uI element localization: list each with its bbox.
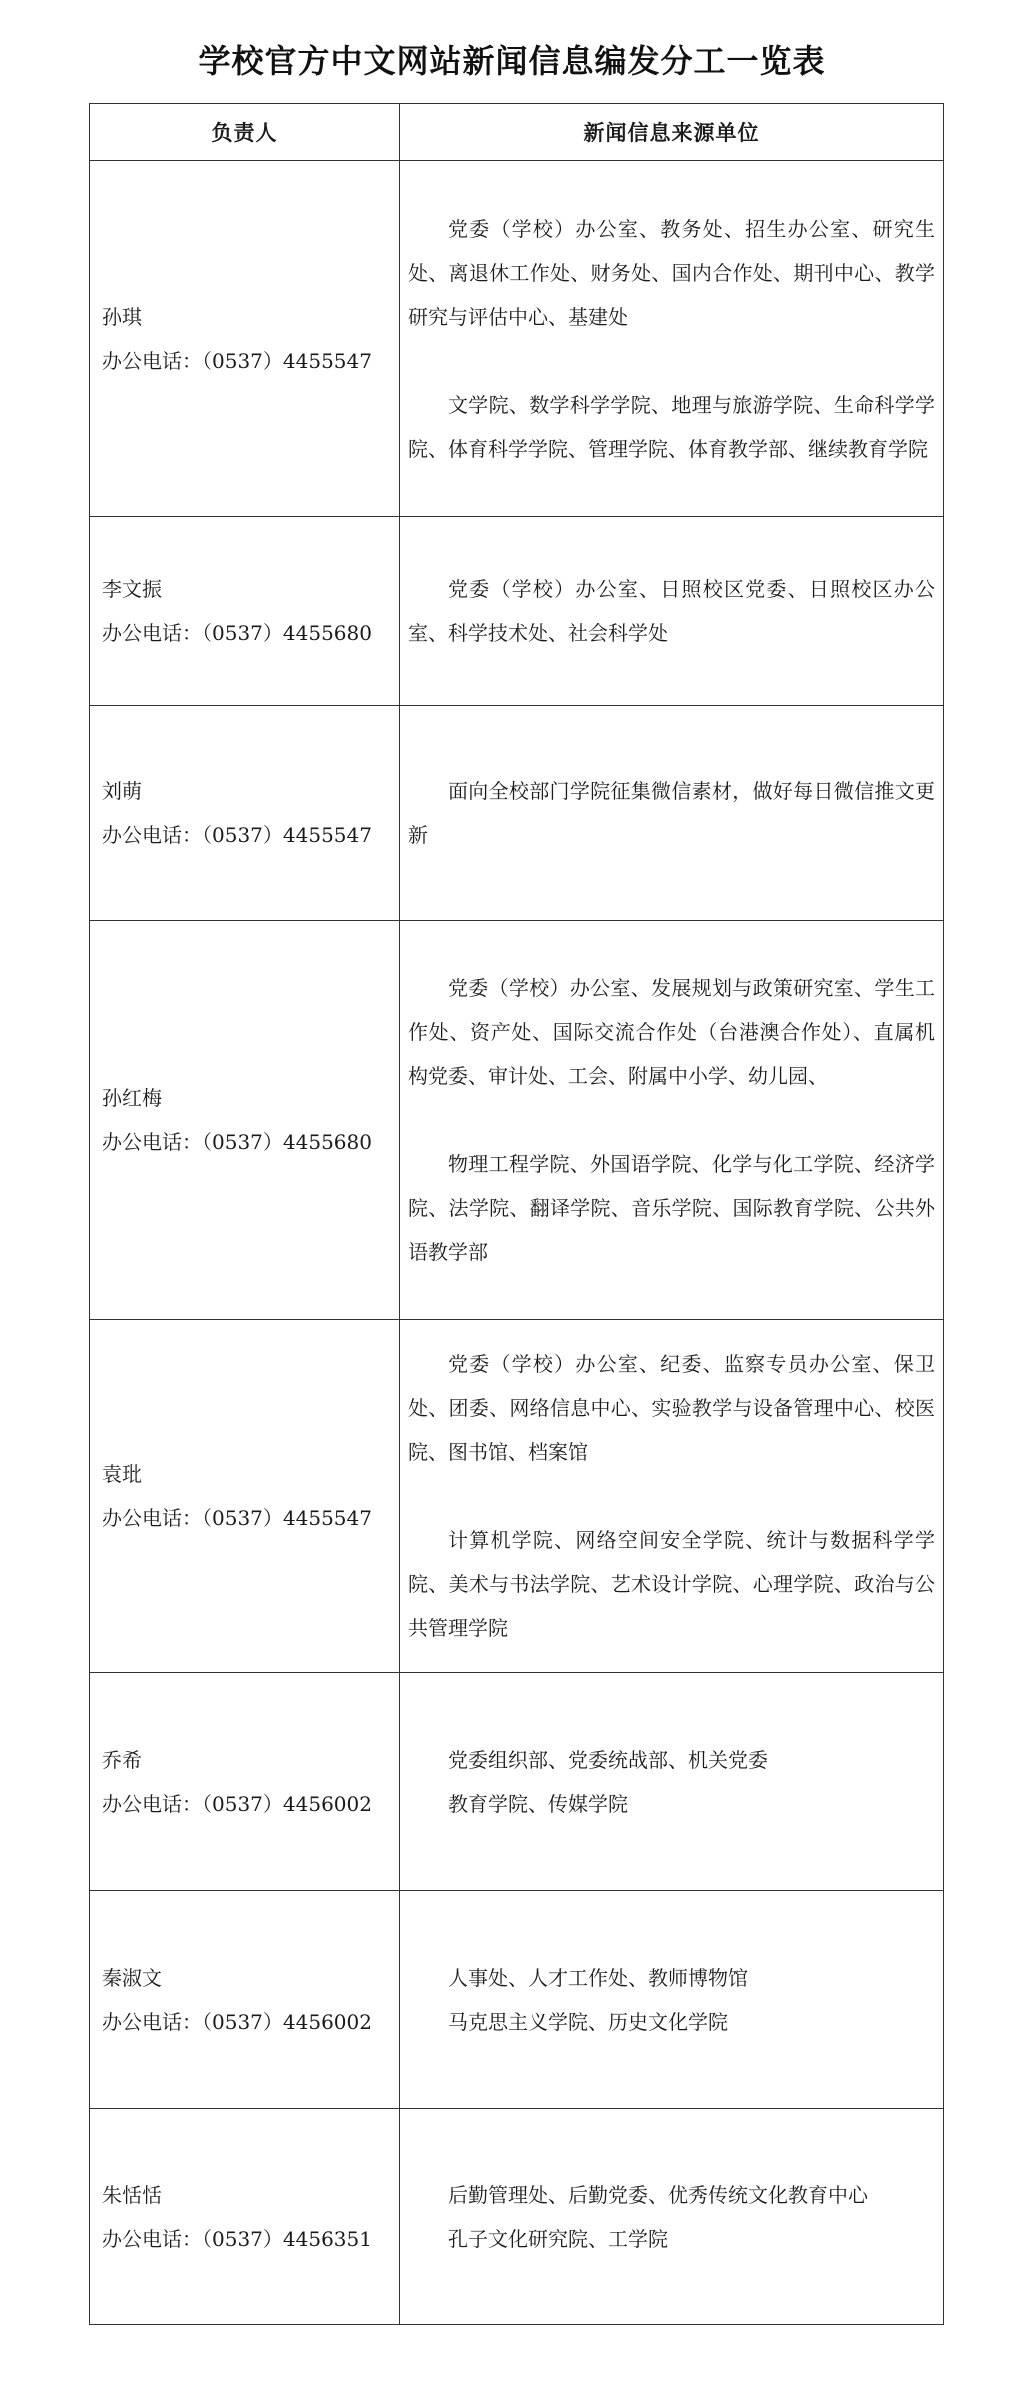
person-cell	[90, 921, 400, 1320]
person-phone: 办公电话：（0537）4455547	[102, 1506, 372, 1530]
person-cell	[90, 1673, 400, 1891]
units-cell	[400, 921, 944, 1320]
person-phone: 办公电话：（0537）4455547	[102, 823, 372, 847]
person-name: 李文振	[102, 577, 162, 601]
table-row	[90, 2109, 944, 2325]
units-paragraph: 党委（学校）办公室、纪委、监察专员办公室、保卫处、团委、网络信息中心、实验教学与设备管理中心、校医院、图书馆、档案馆	[408, 1352, 935, 1464]
units-paragraph: 后勤管理处、后勤党委、优秀传统文化教育中心	[448, 2182, 868, 2207]
person-name: 孙红梅	[102, 1086, 162, 1110]
person-cell	[90, 1320, 400, 1673]
person-name: 刘萌	[102, 779, 142, 803]
units-paragraph: 文学院、数学科学学院、地理与旅游学院、生命科学学院、体育科学学院、管理学院、体育教学部、继续教育学院	[408, 392, 935, 461]
person-cell	[90, 1891, 400, 2109]
person-name: 朱恬恬	[102, 2182, 162, 2207]
units-cell	[400, 161, 944, 517]
person-name: 孙琪	[102, 304, 142, 329]
units-paragraph: 党委（学校）办公室、教务处、招生办公室、研究生处、离退休工作处、财务处、国内合作处、期刊中心、教学研究与评估中心、基建处	[408, 216, 935, 329]
units-paragraph: 人事处、人才工作处、教师博物馆	[448, 1965, 748, 1990]
units-paragraph: 党委（学校）办公室、日照校区党委、日照校区办公室、科学技术处、社会科学处	[408, 577, 935, 645]
units-paragraph: 教育学院、传媒学院	[448, 1791, 628, 1816]
person-cell	[90, 517, 400, 706]
person-phone: 办公电话：（0537）4456002	[102, 2009, 372, 2034]
person-phone: 办公电话：（0537）4456351	[102, 2226, 372, 2251]
table-row	[90, 706, 944, 921]
person-name: 袁玭	[102, 1462, 142, 1486]
person-phone: 办公电话：（0537）4455680	[102, 1130, 372, 1154]
units-paragraph: 面向全校部门学院征集微信素材，做好每日微信推文更新	[408, 779, 935, 847]
units-paragraph: 计算机学院、网络空间安全学院、统计与数据科学学院、美术与书法学院、艺术设计学院、心理学院、政治与公共管理学院	[408, 1528, 935, 1640]
units-paragraph: 党委组织部、党委统战部、机关党委	[448, 1747, 768, 1772]
header-units: 新闻信息来源单位	[400, 104, 944, 161]
table-row	[90, 517, 944, 706]
units-paragraph: 物理工程学院、外国语学院、化学与化工学院、经济学院、法学院、翻译学院、音乐学院、国际教育学院、公共外语教学部	[408, 1152, 935, 1264]
person-phone: 办公电话：（0537）4456002	[102, 1791, 372, 1816]
table-header-row	[90, 104, 944, 161]
units-cell	[400, 2109, 944, 2325]
person-cell	[90, 706, 400, 921]
units-paragraph: 党委（学校）办公室、发展规划与政策研究室、学生工作处、资产处、国际交流合作处（台港澳合作处）、直属机构党委、审计处、工会、附属中小学、幼儿园、	[408, 976, 935, 1088]
person-cell	[90, 161, 400, 517]
person-cell	[90, 2109, 400, 2325]
person-name: 乔希	[102, 1747, 142, 1772]
table-row	[90, 1320, 944, 1673]
units-cell	[400, 1673, 944, 1891]
table-row	[90, 1891, 944, 2109]
person-phone: 办公电话：（0537）4455680	[102, 621, 372, 645]
table-row	[90, 161, 944, 517]
units-paragraph: 马克思主义学院、历史文化学院	[448, 2009, 728, 2034]
units-cell	[400, 1891, 944, 2109]
units-cell	[400, 706, 944, 921]
header-person: 负责人	[90, 104, 400, 161]
table-row	[90, 1673, 944, 1891]
units-paragraph: 孔子文化研究院、工学院	[448, 2226, 668, 2251]
person-name: 秦淑文	[102, 1965, 162, 1990]
units-cell	[400, 517, 944, 706]
assignment-table	[89, 103, 944, 2325]
page-title: 学校官方中文网站新闻信息编发分工一览表	[198, 42, 826, 80]
units-cell	[400, 1320, 944, 1673]
person-phone: 办公电话：（0537）4455547	[102, 348, 372, 373]
table-row	[90, 921, 944, 1320]
